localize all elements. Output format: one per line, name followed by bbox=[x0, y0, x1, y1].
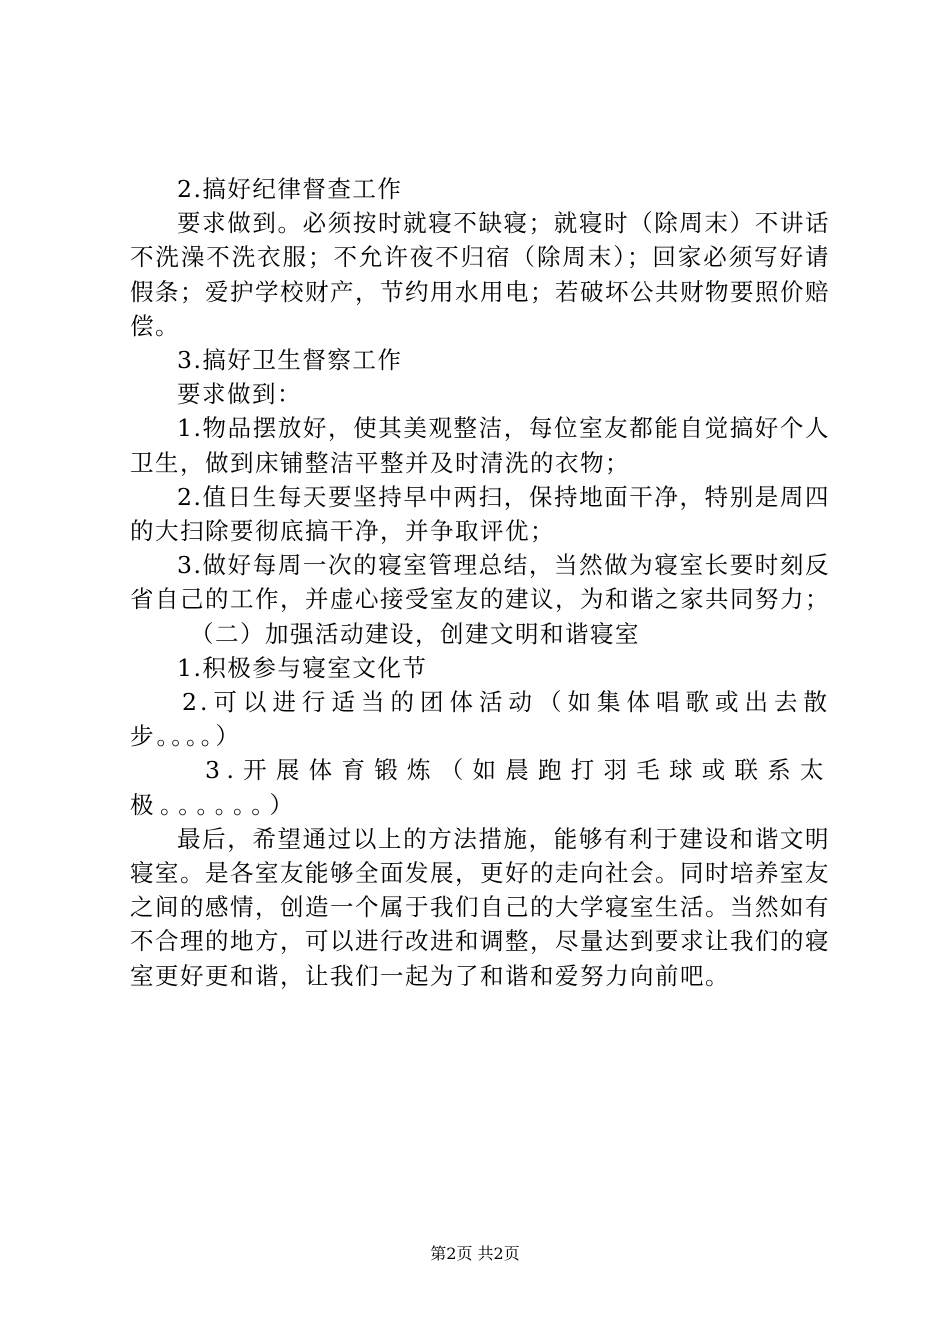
paragraph-activity-item-2: 2.可以进行适当的团体活动（如集体唱歌或出去散步。。。。） bbox=[130, 688, 830, 751]
document-body bbox=[130, 172, 830, 993]
paragraph-activity-item-3: 3.开展体育锻炼（如晨跑打羽毛球或联系太极。。。。。。） bbox=[130, 756, 830, 819]
paragraph-activity-item-1: 1.积极参与寝室文化节 bbox=[177, 653, 428, 682]
section-heading-activities: （二）加强活动建设，创建文明和谐寝室 bbox=[190, 619, 640, 648]
paragraph-hygiene-item-3: 3.做好每周一次的寝室管理总结，当然做为寝室长要时刻反省自己的工作，并虚心接受室友的建议，为和谐之家共同努力； bbox=[130, 551, 830, 614]
section-heading-discipline: 2.搞好纪律督查工作 bbox=[177, 175, 403, 203]
section-heading-hygiene: 3.搞好卫生督察工作 bbox=[177, 346, 403, 375]
page-footer: 第2页 共2页 bbox=[430, 1244, 520, 1263]
paragraph-conclusion: 最后，希望通过以上的方法措施，能够有利于建设和谐文明寝室。是各室友能够全面发展，更好的走向社会。同时培养室友之间的感情，创造一个属于我们自己的大学寝室生活。当然如有不合理的地方，可以进行改进和调整，尽量达到要求让我们的寝室更好更和谐，让我们一起为了和谐和爱努力向前吧。 bbox=[130, 824, 830, 990]
paragraph-discipline-requirements: 要求做到。必须按时就寝不缺寝；就寝时（除周末）不讲话不洗澡不洗衣服；不允许夜不归宿（除周末）；回家必须写好请假条；爱护学校财产，节约用水用电；若破坏公共财物要照价赔偿。 bbox=[130, 209, 830, 340]
paragraph-hygiene-item-2: 2.值日生每天要坚持早中两扫，保持地面干净，特别是周四的大扫除要彻底搞干净，并争取评优； bbox=[130, 482, 830, 546]
paragraph-hygiene-item-1: 1.物品摆放好，使其美观整洁，每位室友都能自觉搞好个人卫生，做到床铺整洁平整并及时清洗的衣物； bbox=[130, 414, 830, 477]
paragraph-hygiene-intro: 要求做到： bbox=[177, 380, 302, 409]
